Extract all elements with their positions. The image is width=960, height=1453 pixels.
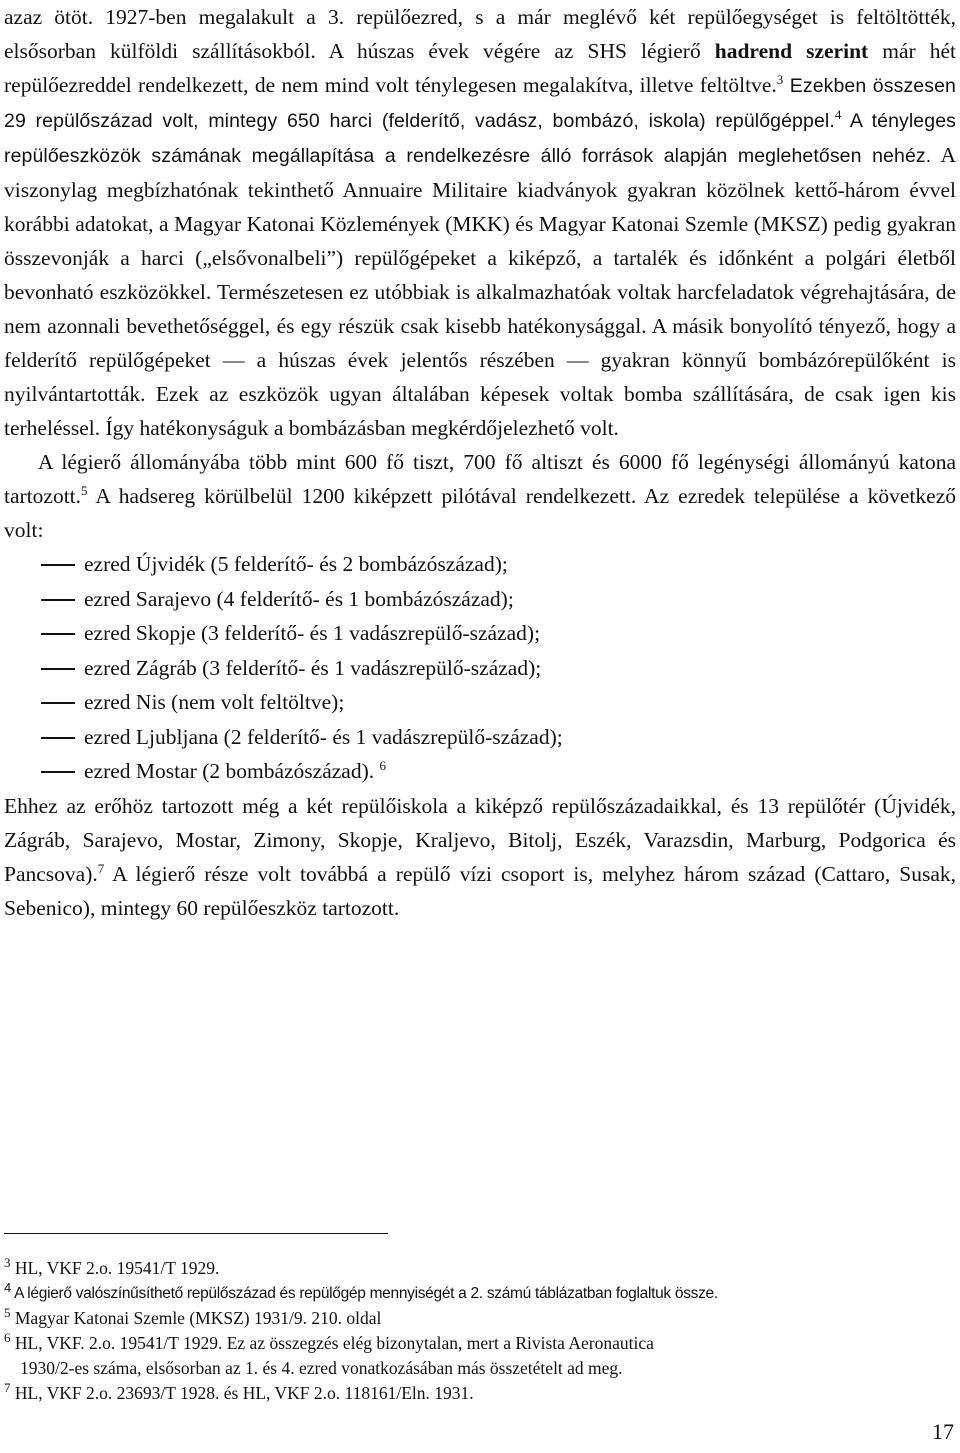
footnote-7: $^7$ HL, VKF 2.o. 23693/T 1928. és HL, VKF 2.o. 118161/Eln. 1931. (4, 1380, 474, 1403)
dash-bullet (41, 771, 75, 773)
list-item: ezred Skopje (3 felderítő- és 1 vadászrepülő-század); (4, 616, 956, 651)
list-item: ezred Újvidék (5 felderítő- és 2 bombázószázad); (4, 547, 956, 582)
page-number: 17 (932, 1419, 954, 1444)
list-item: ezred Mostar (2 bombázószázad). $^6$ (4, 754, 956, 789)
paragraph-2 (4, 445, 956, 547)
dash-bullet (41, 564, 75, 566)
document-page (4, 0, 956, 925)
regiment-list (4, 547, 956, 789)
para3-text-1: Ehhez az erőhöz tartozott még a két repülőiskola a kiképző repülőszázadaikkal, és 13 repülőtér (Újvidék, Zágráb, Sarajevo, Mostar, Zimony, Skopje, Kraljevo, Bitolj, Eszék, Varazsdin, Marburg, Podgorica és Pancsova). (4, 793, 956, 886)
footnote-6: $^6$ HL, VKF. 2.o. 19541/T 1929. Ez az összegzés elég bizonytalan, mert a Rivista Aeronautica (4, 1330, 654, 1353)
para1-text-4: A tényleges repülőeszközök számának megállapítása a rendelkezésre álló források alapján meglehetősen nehéz. (4, 110, 956, 167)
para1-text-2: már hét repülőezreddel rendelkezett, de nem mind volt ténylegesen megalakítva, illetve feltöltve. (4, 39, 956, 97)
para2-text-2: A hadsereg körülbelül 1200 kiképzett pilótával rendelkezett. Az ezredek települése a következő volt: (4, 484, 956, 542)
para2-text-1: A légierő állományába több mint 600 fő tiszt, 700 fő altiszt és 6000 fő legénységi állományú katona tartozott. (4, 450, 956, 508)
footnote-ref-4[interactable]: 4 (834, 106, 842, 122)
footnote-3: $^3$ HL, VKF 2.o. 19541/T 1929. (4, 1255, 220, 1278)
para1-bold-term: hadrend szerint (714, 39, 869, 63)
para1-text-3: Ezekben összesen 29 repülőszázad volt, mintegy 650 harci (felderítő, vadász, bombázó, iskola) repülőgéppel. (4, 75, 956, 132)
para3-text-2: A légierő része volt továbbá a repülő vízi csoport is, melyhez három század (Cattaro, Susak, Sebenico), mintegy 60 repülőeszköz tartozott. (4, 861, 956, 920)
dash-bullet (41, 668, 75, 670)
dash-bullet (41, 737, 75, 739)
footnote-6-continued: 1930/2-es száma, elsősorban az 1. és 4. ezred vonatkozásában más összetételt ad meg. (20, 1358, 623, 1378)
list-item: ezred Ljubljana (2 felderítő- és 1 vadászrepülő-század); (4, 720, 956, 755)
para1-intro: azaz ötöt. 1927-ben megalakult a 3. repülőezred, s a már meglévő két repülőegységet is feltöltötték, elsősorban külföldi szállításokból. A húszas évek végére az SHS légierő (4, 5, 956, 63)
paragraph-3 (4, 789, 956, 925)
footnote-5: $^5$ Magyar Katonai Szemle (MKSZ) 1931/9. 210. oldal (4, 1305, 382, 1328)
list-item: ezred Nis (nem volt feltöltve); (4, 685, 956, 720)
dash-bullet (41, 633, 75, 635)
para1-text-5: A viszonylag megbízhatónak tekinthető Annuaire Militaire kiadványok gyakran közölnek kettő-három évvel korábbi adatokat, a Magyar Katonai Közlemények (MKK) és Magyar Katonai Szemle (MKSZ) pedig gyakran összevonják a harci („elsővonalbeli”) repülőgépeket a kiképző, a tartalék és időnként a polgári életből bevonható eszközökkel. Természetesen ez utóbbiak is alkalmazhatóak voltak harcfeladatok végrehajtására, de nem azonnali bevethetőséggel, és egy részük csak kisebb hatékonysággal. A másik bonyolító tényező, hogy a felderítő repülőgépeket ― a húszas évek jelentős részében ― gyakran könnyű bombázórepülőként is nyilvántartották. Ezek az eszközök ugyan általában képesek voltak bomba szállítására, de csak igen kis terheléssel. Így hatékonyságuk a bombázásban megkérdőjelezhető volt. (4, 143, 956, 440)
footnote-ref-3[interactable]: 3 (776, 71, 784, 87)
paragraph-1 (4, 0, 956, 445)
main-text (4, 0, 956, 547)
footnote-4: $^4$ A légierő valószínűsíthető repülőszázad és repülőgép mennyiségét a 2. számú táblázatban foglaltuk össze. (4, 1279, 718, 1302)
footnote-ref-7[interactable]: 7 (97, 860, 105, 876)
dash-bullet (41, 599, 75, 601)
footnote-ref-5[interactable]: 5 (81, 482, 88, 498)
main-text-continued (4, 789, 956, 925)
list-item: ezred Zágráb (3 felderítő- és 1 vadászrepülő-század); (4, 651, 956, 686)
footnote-separator (4, 1233, 388, 1234)
list-item: ezred Sarajevo (4 felderítő- és 1 bombázószázad); (4, 582, 956, 617)
footnote-ref-6[interactable]: 6 (379, 757, 386, 773)
dash-bullet (41, 702, 75, 704)
footnotes (4, 1256, 956, 1406)
